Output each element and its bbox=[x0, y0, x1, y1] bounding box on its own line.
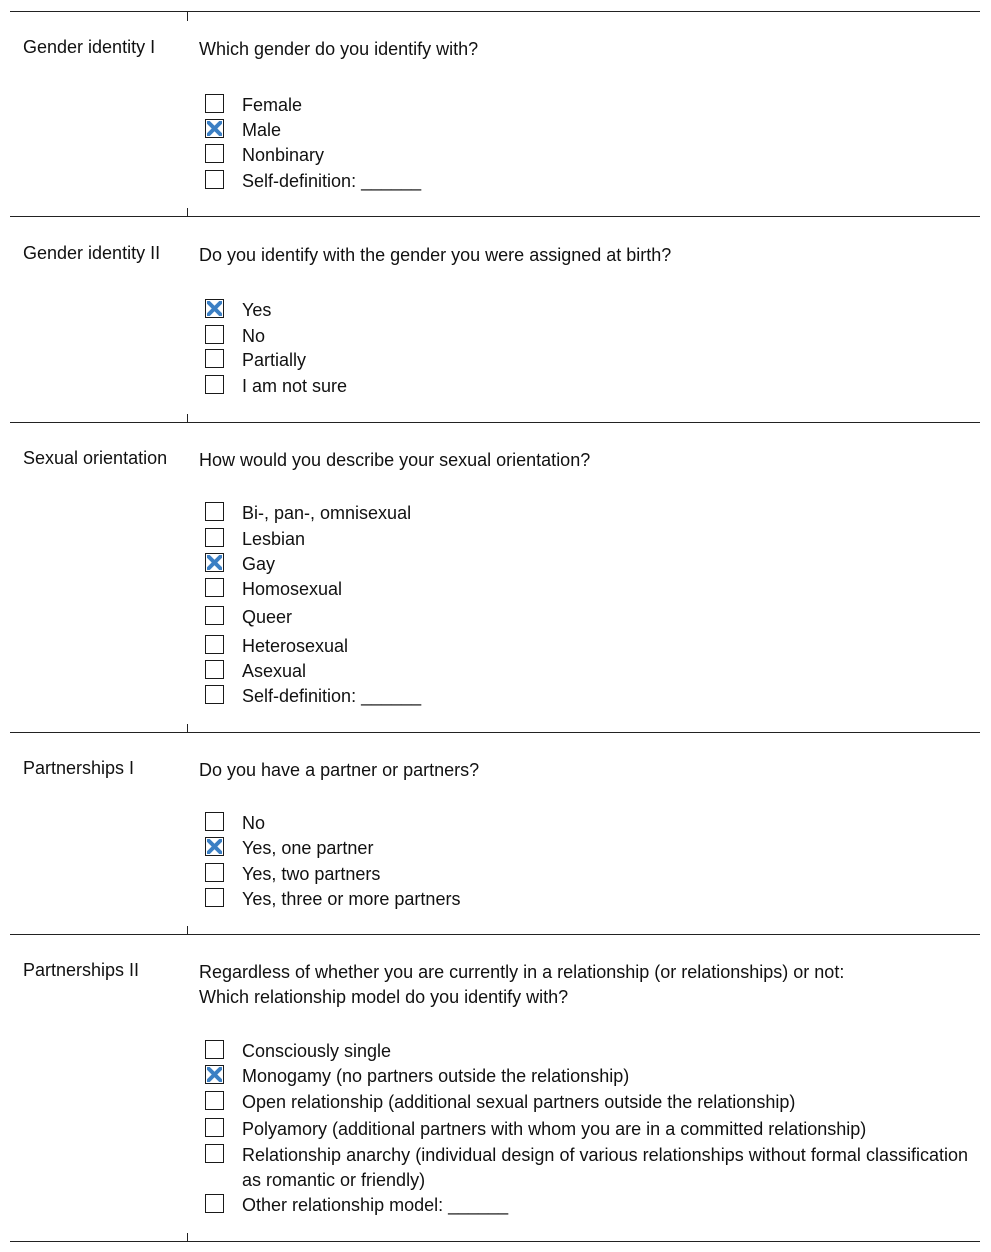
option-label: Homosexual bbox=[242, 579, 343, 599]
option-label: Partially bbox=[242, 350, 307, 370]
checkbox[interactable] bbox=[205, 606, 224, 625]
section-divider bbox=[10, 1241, 980, 1242]
option-label: Queer bbox=[242, 607, 293, 627]
checkbox[interactable] bbox=[205, 1091, 224, 1110]
check-x-icon bbox=[207, 555, 222, 570]
question-label: Sexual orientation bbox=[23, 448, 168, 468]
option-label: Yes bbox=[242, 300, 272, 320]
checkbox[interactable] bbox=[205, 325, 224, 344]
checkbox[interactable] bbox=[205, 635, 224, 654]
option-label: No bbox=[242, 326, 266, 346]
option-label: I am not sure bbox=[242, 376, 348, 396]
checkbox[interactable] bbox=[205, 1194, 224, 1213]
section-divider bbox=[10, 934, 980, 935]
check-x-icon bbox=[207, 1067, 222, 1082]
question-text: How would you describe your sexual orientation? bbox=[199, 450, 591, 470]
option-label: Self-definition: ______ bbox=[242, 171, 422, 191]
option-label: Nonbinary bbox=[242, 145, 325, 165]
question-text bbox=[199, 960, 969, 1010]
checkbox[interactable] bbox=[205, 837, 224, 856]
question-label: Partnerships I bbox=[23, 758, 135, 778]
option-label: Polyamory (additional partners with whom you are in a committed relationship) bbox=[242, 1119, 867, 1139]
option-label: Self-definition: ______ bbox=[242, 686, 422, 706]
section-divider bbox=[10, 732, 980, 733]
section-divider bbox=[10, 422, 980, 423]
option-label: Yes, three or more partners bbox=[242, 889, 461, 909]
checkbox[interactable] bbox=[205, 888, 224, 907]
checkbox[interactable] bbox=[205, 94, 224, 113]
question-text: Do you have a partner or partners? bbox=[199, 760, 480, 780]
checkbox[interactable] bbox=[205, 578, 224, 597]
check-x-icon bbox=[207, 121, 222, 136]
option-label: Gay bbox=[242, 554, 276, 574]
option-label: Heterosexual bbox=[242, 636, 349, 656]
checkbox[interactable] bbox=[205, 299, 224, 318]
option-label: No bbox=[242, 813, 266, 833]
option-label: Lesbian bbox=[242, 529, 306, 549]
option-label: Bi-, pan-, omnisexual bbox=[242, 503, 412, 523]
question-label: Gender identity II bbox=[23, 243, 161, 263]
option-label: Yes, two partners bbox=[242, 864, 381, 884]
checkbox[interactable] bbox=[205, 1144, 224, 1163]
check-x-icon bbox=[207, 839, 222, 854]
section-divider bbox=[10, 216, 980, 217]
question-text: Do you identify with the gender you were assigned at birth? bbox=[199, 245, 672, 265]
checkbox[interactable] bbox=[205, 812, 224, 831]
option-label: Open relationship (additional sexual partners outside the relationship) bbox=[242, 1092, 796, 1112]
checkbox[interactable] bbox=[205, 1118, 224, 1137]
checkbox[interactable] bbox=[205, 170, 224, 189]
option-label: Male bbox=[242, 120, 282, 140]
option-label: Consciously single bbox=[242, 1041, 392, 1061]
question-line: Regardless of whether you are currently in a relationship (or relationships) or not: bbox=[199, 962, 845, 982]
question-line: Which relationship model do you identify with? bbox=[199, 987, 569, 1007]
checkbox[interactable] bbox=[205, 685, 224, 704]
section-divider bbox=[10, 11, 980, 12]
checkbox[interactable] bbox=[205, 119, 224, 138]
option-label: Relationship anarchy (individual design of various relationships without formal classification as romantic or friendly) bbox=[242, 1145, 968, 1190]
checkbox[interactable] bbox=[205, 1040, 224, 1059]
option-label: Female bbox=[242, 95, 303, 115]
checkbox[interactable] bbox=[205, 375, 224, 394]
option-label: Asexual bbox=[242, 661, 307, 681]
checkbox[interactable] bbox=[205, 553, 224, 572]
option-label: Yes, one partner bbox=[242, 838, 374, 858]
checkbox[interactable] bbox=[205, 528, 224, 547]
checkbox[interactable] bbox=[205, 1065, 224, 1084]
checkbox[interactable] bbox=[205, 144, 224, 163]
check-x-icon bbox=[207, 301, 222, 316]
option-label: Other relationship model: ______ bbox=[242, 1195, 509, 1215]
checkbox[interactable] bbox=[205, 660, 224, 679]
question-text: Which gender do you identify with? bbox=[199, 39, 479, 59]
checkbox[interactable] bbox=[205, 349, 224, 368]
checkbox[interactable] bbox=[205, 863, 224, 882]
question-label: Gender identity I bbox=[23, 37, 156, 57]
checkbox[interactable] bbox=[205, 502, 224, 521]
option-label: Monogamy (no partners outside the relationship) bbox=[242, 1066, 630, 1086]
question-label: Partnerships II bbox=[23, 960, 140, 980]
